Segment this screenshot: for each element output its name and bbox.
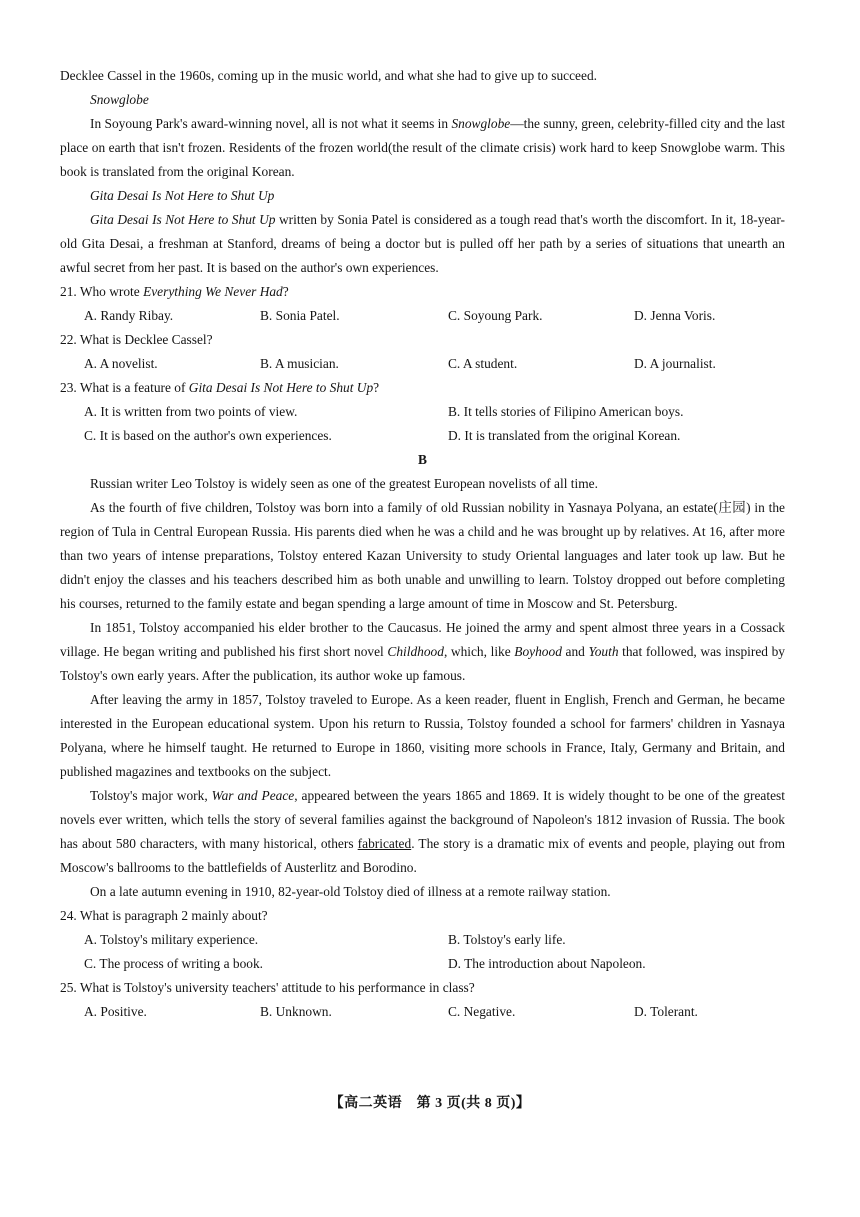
option-c[interactable]: C. It is based on the author's own experiences. xyxy=(84,428,332,443)
text-segment: In Soyoung Park's award-winning novel, all is not what it seems in xyxy=(90,116,452,131)
question-mark: ? xyxy=(282,284,289,299)
option-a[interactable]: A. Tolstoy's military experience. xyxy=(84,932,259,947)
book-title-inline: War and Peace xyxy=(211,788,295,803)
option-a[interactable]: A. It is written from two points of view. xyxy=(84,404,298,419)
option-b[interactable]: B. It tells stories of Filipino American boys. xyxy=(448,404,684,419)
passage-paragraph-1: Russian writer Leo Tolstoy is widely seen as one of the greatest European novelists of all time. xyxy=(90,476,598,491)
option-d[interactable]: D. Jenna Voris. xyxy=(634,308,716,323)
question-23 xyxy=(60,376,785,400)
page-content xyxy=(60,64,785,1024)
book-title-inline: Youth xyxy=(588,644,619,659)
option-b[interactable]: B. Sonia Patel. xyxy=(260,308,340,323)
question-24-options-row-1 xyxy=(60,928,785,952)
option-a[interactable]: A. Randy Ribay. xyxy=(84,308,174,323)
question-24-options-row-2 xyxy=(60,952,785,976)
option-a[interactable]: A. A novelist. xyxy=(84,356,158,371)
option-d[interactable]: D. The introduction about Napoleon. xyxy=(448,956,646,971)
option-c[interactable]: C. A student. xyxy=(448,356,518,371)
option-d[interactable]: D. It is translated from the original Korean. xyxy=(448,428,681,443)
book-title-inline: Snowglobe xyxy=(451,116,511,131)
text-segment: In 1851, Tolstoy accompanied his elder brother to the Caucasus. He joined the army and spent almost three years in a Cossack village. He began writing and published his first short novel xyxy=(60,620,785,659)
book-title-snowglobe: Snowglobe xyxy=(90,92,149,107)
option-d[interactable]: D. A journalist. xyxy=(634,356,716,371)
question-text: 23. What is a feature of xyxy=(60,380,189,395)
option-c[interactable]: C. Soyoung Park. xyxy=(448,308,543,323)
book-description-snowglobe xyxy=(60,112,785,184)
continued-text-line: Decklee Cassel in the 1960s, coming up in the music world, and what she had to give up to succeed. xyxy=(60,68,597,83)
question-22: 22. What is Decklee Cassel? xyxy=(60,332,213,347)
text-segment: that followed, was inspired by Tolstoy's own early years. After the publication, its author woke up famous. xyxy=(60,644,785,683)
question-23-options-row-2 xyxy=(60,424,785,448)
passage-paragraph-6: On a late autumn evening in 1910, 82-year-old Tolstoy died of illness at a remote railway station. xyxy=(90,884,611,899)
text-segment: —the sunny, green, celebrity-filled city and the last place on earth that isn't frozen. Residents of the frozen world(the result of the climate crisis) work hard to keep Snowglobe warm. This book is translated from the original Korean. xyxy=(60,116,786,179)
passage-paragraph-2: As the fourth of five children, Tolstoy was born into a family of old Russian nobility in Yasnaya Polyana, an estate(庄园) in the region of Tula in Central European Russia. His parents died when he was a child and he was brought up by relatives. At 16, after more than two years of intense preparations, Tolstoy entered Kazan University to study Oriental languages and later took up law. But he didn't enjoy the classes and his teachers described him as both unable and unwilling to learn. Tolstoy dropped out before completing his courses, returned to the family estate and began spending a large amount of time in Moscow and St. Petersburg. xyxy=(60,500,785,611)
option-d[interactable]: D. Tolerant. xyxy=(634,1004,698,1019)
passage-paragraph-3 xyxy=(60,616,785,688)
option-a[interactable]: A. Positive. xyxy=(84,1004,147,1019)
text-segment: written by Sonia Patel is considered as a tough read that's worth the discomfort. In it, 18-year-old Gita Desai, a freshman at Stanford, dreams of being a doctor but is pulled off her path by a series of situations that unearth an awful secret from her past. It is based on the author's own experiences. xyxy=(60,212,785,275)
book-title-inline: Boyhood xyxy=(514,644,562,659)
passage-paragraph-5 xyxy=(60,784,785,880)
page-footer: 【高二英语 第 3 页(共 8 页)】 xyxy=(329,1096,531,1111)
question-21 xyxy=(60,280,785,304)
option-c[interactable]: C. The process of writing a book. xyxy=(84,956,264,971)
book-title-gita-desai: Gita Desai Is Not Here to Shut Up xyxy=(90,188,275,203)
book-title-inline: Gita Desai Is Not Here to Shut Up xyxy=(90,212,276,227)
text-segment: and xyxy=(561,644,589,659)
option-b[interactable]: B. Unknown. xyxy=(260,1004,332,1019)
text-segment: . The story is a dramatic mix of events and people, playing out from Moscow's ballrooms to the battlefields of Austerlitz and Borodino. xyxy=(60,836,785,875)
question-24: 24. What is paragraph 2 mainly about? xyxy=(60,908,268,923)
option-c[interactable]: C. Negative. xyxy=(448,1004,516,1019)
question-book-title: Gita Desai Is Not Here to Shut Up xyxy=(188,380,374,395)
text-segment: , appeared between the years 1865 and 1869. It is widely thought to be one of the greatest novels ever written, which tells the story of several families against the background of Napoleon's 1812 invasion of Russia. The book has about 580 characters, with many historical, others xyxy=(60,788,785,851)
text-segment: , which, like xyxy=(443,644,515,659)
text-segment: Tolstoy's major work, xyxy=(90,788,212,803)
question-25-options xyxy=(60,1000,785,1024)
section-heading-b: B xyxy=(418,452,427,467)
question-mark: ? xyxy=(373,380,380,395)
question-21-options xyxy=(60,304,785,328)
question-22-options xyxy=(60,352,785,376)
passage-paragraph-4: After leaving the army in 1857, Tolstoy traveled to Europe. As a keen reader, fluent in English, French and German, he became interested in the European educational system. Upon his return to Russia, Tolstoy founded a school for farmers' children in Yasnaya Polyana, where he himself taught. He returned to Europe in 1860, visiting more schools in France, Italy, Germany and Britain, and published magazines and textbooks on the subject. xyxy=(60,692,785,779)
book-description-gita-desai xyxy=(60,208,785,280)
question-25: 25. What is Tolstoy's university teachers' attitude to his performance in class? xyxy=(60,980,475,995)
option-b[interactable]: B. Tolstoy's early life. xyxy=(448,932,566,947)
question-book-title: Everything We Never Had xyxy=(143,284,283,299)
book-title-inline: Childhood xyxy=(387,644,444,659)
option-b[interactable]: B. A musician. xyxy=(260,356,339,371)
question-23-options-row-1 xyxy=(60,400,785,424)
underlined-word: fabricated xyxy=(357,836,412,851)
question-text: 21. Who wrote xyxy=(60,284,144,299)
